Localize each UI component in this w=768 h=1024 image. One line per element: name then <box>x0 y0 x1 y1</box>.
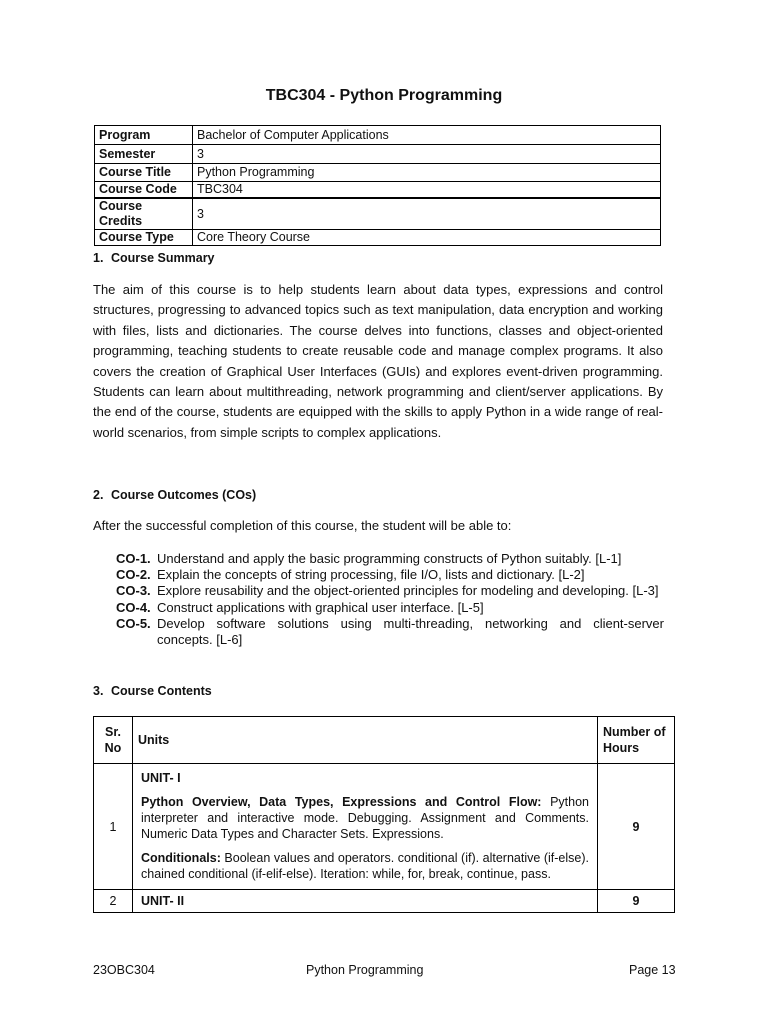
info-value: Python Programming <box>193 164 661 182</box>
header-units: Units <box>133 717 598 764</box>
info-label: Course Credits <box>95 198 193 230</box>
page-title: TBC304 - Python Programming <box>265 87 503 104</box>
header-sr-no: Sr. No <box>94 717 133 764</box>
footer-course-name: Python Programming <box>306 963 424 977</box>
unit-topic <box>141 850 589 882</box>
topic-title: Python Overview, Data Types, Expressions and Control Flow: <box>141 795 542 809</box>
unit-title: UNIT- II <box>133 890 598 913</box>
outcome-label: CO-2. <box>116 567 151 583</box>
section-heading-contents <box>93 684 212 698</box>
outcome-item <box>116 600 664 616</box>
info-label: Program <box>95 126 193 145</box>
unit-cell <box>133 764 598 890</box>
outcome-label: CO-5. <box>116 615 151 631</box>
info-value: Bachelor of Computer Applications <box>193 126 661 145</box>
unit-topic <box>141 794 589 842</box>
info-row <box>95 182 661 199</box>
outcome-item <box>116 551 664 567</box>
info-value: 3 <box>193 198 661 230</box>
unit-title: UNIT- I <box>141 771 181 785</box>
info-row <box>95 126 661 145</box>
info-label: Course Title <box>95 164 193 182</box>
outcome-item <box>116 616 664 648</box>
outcome-label: CO-4. <box>116 599 151 615</box>
outcome-text: Construct applications with graphical user interface. [L-5] <box>157 599 484 615</box>
row-hours: 9 <box>598 764 675 890</box>
outcome-label: CO-3. <box>116 583 151 599</box>
course-summary-text: The aim of this course is to help students learn about data types, expressions and control structures, progressing to advanced topics such as text manipulation, data encryption and working with files, lists and dictionaries. The course delves into functions, classes and object-oriented programming, teaching students to create reusable code and manage complex programs. It also covers the creation of Graphical User Interfaces (GUIs) and explores event-driven programming. Students can learn about multithreading, network programming and client/server applications. By the end of the course, students are equipped with the skills to apply Python in a wide range of real-world scenarios, from simple scripts to complex applications. <box>93 282 663 440</box>
outcome-text: Explain the concepts of string processing, file I/O, lists and dictionary. [L-2] <box>157 567 585 583</box>
table-row <box>94 764 675 890</box>
section-number: 2. <box>93 488 104 502</box>
info-value: 3 <box>193 145 661 164</box>
footer-page-number: Page 13 <box>629 963 676 977</box>
outcomes-list <box>116 551 664 648</box>
info-row <box>95 230 661 246</box>
table-row <box>94 890 675 913</box>
outcome-item <box>116 583 664 599</box>
course-contents-table <box>93 716 675 913</box>
section-title: Course Summary <box>111 251 215 265</box>
section-title: Course Contents <box>111 684 212 698</box>
info-row <box>95 145 661 164</box>
info-value: Core Theory Course <box>193 230 661 246</box>
section-number: 1. <box>93 251 104 265</box>
row-sr-no: 2 <box>94 890 133 913</box>
topic-title: Conditionals: <box>141 851 221 865</box>
info-label: Course Code <box>95 182 193 199</box>
outcome-text: Develop software solutions using multi-threading, networking and client-server concepts. [L-6] <box>157 615 664 648</box>
info-row <box>95 198 661 230</box>
section-heading-outcomes <box>93 488 256 502</box>
section-heading-summary <box>93 251 215 265</box>
section-number: 3. <box>93 684 104 698</box>
section-title: Course Outcomes (COs) <box>111 488 257 502</box>
topic-text: Boolean values and operators. conditional (if). alternative (if-else). chained conditional (if-elif-else). Iteration: while, for, break, continue, pass. <box>141 851 589 881</box>
info-value: TBC304 <box>193 182 661 199</box>
outcome-label: CO-1. <box>116 551 151 566</box>
outcome-item <box>116 567 664 583</box>
header-hours: Number of Hours <box>598 717 675 764</box>
info-label: Semester <box>95 145 193 164</box>
outcome-text: Understand and apply the basic programming constructs of Python suitably. [L-1] <box>157 551 622 566</box>
info-label: Course Type <box>95 230 193 246</box>
topic-text: Python interpreter and interactive mode. Debugging. Assignment and Comments. Numeric Data Types and Character Sets. Expressions. <box>141 795 589 841</box>
table-header-row <box>94 717 675 764</box>
outcome-text: Explore reusability and the object-oriented principles for modeling and developing. [L-3] <box>157 583 659 599</box>
row-hours: 9 <box>598 890 675 913</box>
course-info-table <box>94 125 661 246</box>
info-row <box>95 164 661 182</box>
outcomes-intro: After the successful completion of this course, the student will be able to: <box>93 518 512 533</box>
footer-course-code: 23OBC304 <box>93 963 155 977</box>
row-sr-no: 1 <box>94 764 133 890</box>
